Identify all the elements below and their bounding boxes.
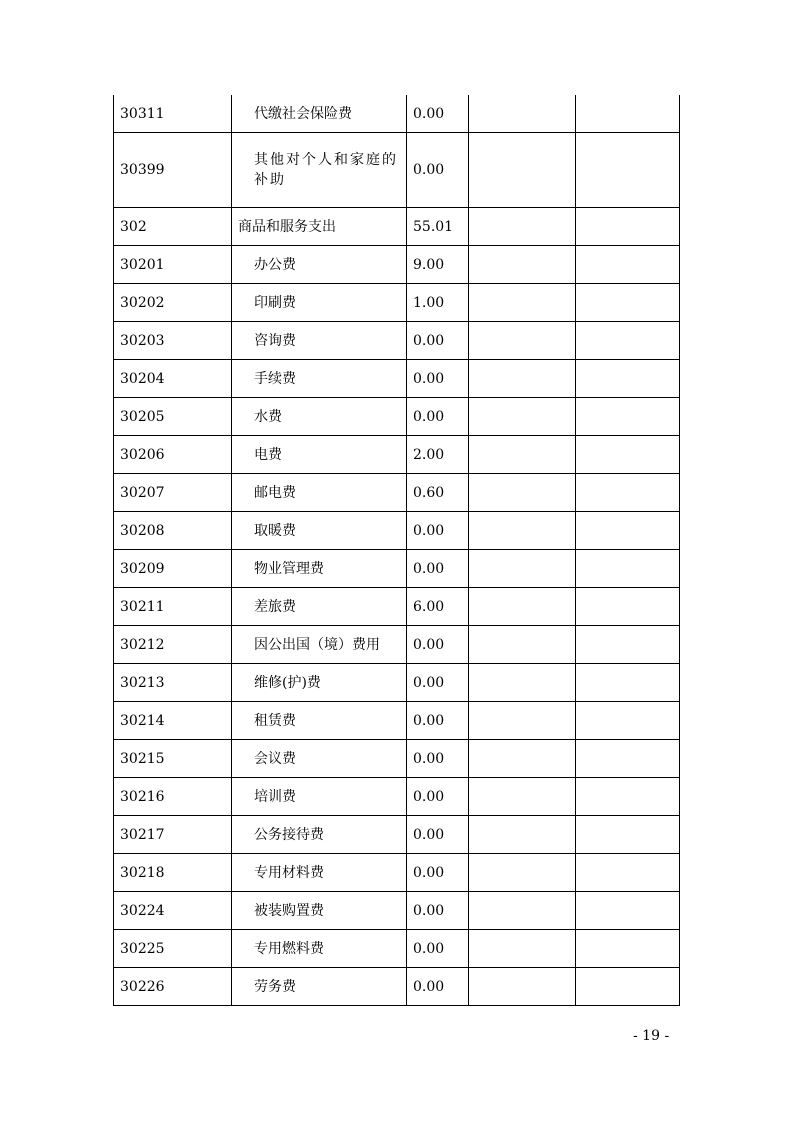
subject-name-cell xyxy=(232,740,407,778)
subject-name: 代缴社会保险费 xyxy=(254,105,352,122)
expenditure-table-section xyxy=(113,95,679,1006)
subject-code-cell: 30226 xyxy=(114,968,232,1006)
amount-cell: 0.00 xyxy=(407,512,469,550)
table-row xyxy=(114,322,680,360)
subject-name-cell xyxy=(232,398,407,436)
table-row xyxy=(114,246,680,284)
empty-cell xyxy=(469,588,576,626)
empty-cell xyxy=(576,398,680,436)
table-row xyxy=(114,208,680,246)
empty-cell xyxy=(469,816,576,854)
subject-code-cell: 30207 xyxy=(114,474,232,512)
empty-cell xyxy=(576,246,680,284)
empty-cell xyxy=(469,512,576,550)
subject-name-cell xyxy=(232,968,407,1006)
amount-cell: 1.00 xyxy=(407,284,469,322)
subject-code-cell: 30211 xyxy=(114,588,232,626)
subject-code-cell: 30206 xyxy=(114,436,232,474)
subject-name-cell xyxy=(232,702,407,740)
empty-cell xyxy=(469,930,576,968)
subject-name: 差旅费 xyxy=(254,598,296,615)
empty-cell xyxy=(576,474,680,512)
empty-cell xyxy=(469,95,576,133)
table-row xyxy=(114,474,680,512)
subject-name: 租赁费 xyxy=(254,712,296,729)
empty-cell xyxy=(576,816,680,854)
table-body xyxy=(114,95,680,1006)
empty-cell xyxy=(576,550,680,588)
subject-code-cell: 302 xyxy=(114,208,232,246)
empty-cell xyxy=(469,436,576,474)
subject-name-cell xyxy=(232,664,407,702)
subject-name: 物业管理费 xyxy=(254,560,324,577)
empty-cell xyxy=(469,892,576,930)
subject-name: 被装购置费 xyxy=(254,902,324,919)
table-row xyxy=(114,95,680,133)
subject-code-cell: 30311 xyxy=(114,95,232,133)
subject-name-cell xyxy=(232,474,407,512)
amount-cell: 0.00 xyxy=(407,892,469,930)
amount-cell: 6.00 xyxy=(407,588,469,626)
subject-name-cell xyxy=(232,322,407,360)
empty-cell xyxy=(576,854,680,892)
page-number: - 19 - xyxy=(633,1028,670,1044)
table-row xyxy=(114,626,680,664)
empty-cell xyxy=(576,95,680,133)
amount-cell: 0.00 xyxy=(407,322,469,360)
table-row xyxy=(114,664,680,702)
amount-cell: 0.00 xyxy=(407,626,469,664)
empty-cell xyxy=(469,284,576,322)
subject-name-cell xyxy=(232,588,407,626)
empty-cell xyxy=(469,360,576,398)
empty-cell xyxy=(469,626,576,664)
subject-name: 培训费 xyxy=(254,788,296,805)
empty-cell xyxy=(469,474,576,512)
subject-code-cell: 30201 xyxy=(114,246,232,284)
subject-code-cell: 30202 xyxy=(114,284,232,322)
subject-name-cell xyxy=(232,892,407,930)
subject-name: 其他对个人和家庭的补助 xyxy=(254,152,398,188)
subject-name: 咨询费 xyxy=(254,332,296,349)
empty-cell xyxy=(576,664,680,702)
amount-cell: 0.00 xyxy=(407,854,469,892)
amount-cell: 0.60 xyxy=(407,474,469,512)
subject-name-cell xyxy=(232,854,407,892)
empty-cell xyxy=(469,968,576,1006)
subject-name: 电费 xyxy=(254,446,282,463)
empty-cell xyxy=(469,133,576,208)
subject-name-cell xyxy=(232,246,407,284)
table-row xyxy=(114,398,680,436)
empty-cell xyxy=(469,702,576,740)
subject-code-cell: 30224 xyxy=(114,892,232,930)
subject-name: 劳务费 xyxy=(254,978,296,995)
subject-name: 专用材料费 xyxy=(254,864,324,881)
amount-cell: 0.00 xyxy=(407,816,469,854)
subject-code-cell: 30209 xyxy=(114,550,232,588)
empty-cell xyxy=(469,322,576,360)
table-row xyxy=(114,284,680,322)
subject-name-cell xyxy=(232,436,407,474)
subject-code-cell: 30212 xyxy=(114,626,232,664)
subject-name-cell xyxy=(232,133,407,208)
amount-cell: 0.00 xyxy=(407,968,469,1006)
empty-cell xyxy=(469,208,576,246)
empty-cell xyxy=(576,208,680,246)
subject-name-cell xyxy=(232,95,407,133)
empty-cell xyxy=(576,626,680,664)
amount-cell: 0.00 xyxy=(407,95,469,133)
subject-code-cell: 30216 xyxy=(114,778,232,816)
subject-name: 因公出国（境）费用 xyxy=(254,636,380,653)
table-row xyxy=(114,133,680,208)
amount-cell: 9.00 xyxy=(407,246,469,284)
amount-cell: 0.00 xyxy=(407,133,469,208)
table-row xyxy=(114,892,680,930)
subject-name: 水费 xyxy=(254,408,282,425)
subject-name: 邮电费 xyxy=(254,484,296,501)
subject-code-cell: 30208 xyxy=(114,512,232,550)
subject-name: 办公费 xyxy=(254,256,296,273)
subject-name: 印刷费 xyxy=(254,294,296,311)
amount-cell: 0.00 xyxy=(407,740,469,778)
empty-cell xyxy=(469,778,576,816)
empty-cell xyxy=(469,550,576,588)
empty-cell xyxy=(576,968,680,1006)
empty-cell xyxy=(576,284,680,322)
amount-cell: 0.00 xyxy=(407,398,469,436)
subject-name-cell xyxy=(232,816,407,854)
table-row xyxy=(114,588,680,626)
table-row xyxy=(114,816,680,854)
table-row xyxy=(114,702,680,740)
table-row xyxy=(114,550,680,588)
subject-code-cell: 30225 xyxy=(114,930,232,968)
subject-name: 商品和服务支出 xyxy=(238,218,336,235)
empty-cell xyxy=(469,398,576,436)
subject-name-cell xyxy=(232,778,407,816)
subject-name-cell xyxy=(232,550,407,588)
subject-code-cell: 30218 xyxy=(114,854,232,892)
subject-name-cell xyxy=(232,284,407,322)
empty-cell xyxy=(469,854,576,892)
subject-name-cell xyxy=(232,626,407,664)
subject-code-cell: 30203 xyxy=(114,322,232,360)
subject-name: 维修(护)费 xyxy=(254,674,321,691)
table-row xyxy=(114,740,680,778)
amount-cell: 0.00 xyxy=(407,550,469,588)
empty-cell xyxy=(469,664,576,702)
empty-cell xyxy=(469,246,576,284)
empty-cell xyxy=(576,892,680,930)
subject-code-cell: 30399 xyxy=(114,133,232,208)
subject-name: 取暖费 xyxy=(254,522,296,539)
subject-code-cell: 30204 xyxy=(114,360,232,398)
table-row xyxy=(114,930,680,968)
expenditure-table xyxy=(113,95,680,1006)
amount-cell: 55.01 xyxy=(407,208,469,246)
subject-code-cell: 30213 xyxy=(114,664,232,702)
empty-cell xyxy=(576,740,680,778)
empty-cell xyxy=(469,740,576,778)
amount-cell: 0.00 xyxy=(407,702,469,740)
subject-name: 公务接待费 xyxy=(254,826,324,843)
empty-cell xyxy=(576,702,680,740)
empty-cell xyxy=(576,778,680,816)
empty-cell xyxy=(576,133,680,208)
empty-cell xyxy=(576,930,680,968)
empty-cell xyxy=(576,322,680,360)
amount-cell: 2.00 xyxy=(407,436,469,474)
table-row xyxy=(114,854,680,892)
subject-name: 专用燃料费 xyxy=(254,940,324,957)
subject-name-cell xyxy=(232,208,407,246)
empty-cell xyxy=(576,588,680,626)
empty-cell xyxy=(576,512,680,550)
subject-name-cell xyxy=(232,930,407,968)
table-row xyxy=(114,360,680,398)
empty-cell xyxy=(576,436,680,474)
subject-name-cell xyxy=(232,360,407,398)
table-row xyxy=(114,778,680,816)
table-row xyxy=(114,968,680,1006)
subject-name-cell xyxy=(232,512,407,550)
subject-code-cell: 30215 xyxy=(114,740,232,778)
amount-cell: 0.00 xyxy=(407,778,469,816)
table-row xyxy=(114,436,680,474)
table-row xyxy=(114,512,680,550)
subject-name: 手续费 xyxy=(254,370,296,387)
subject-code-cell: 30214 xyxy=(114,702,232,740)
amount-cell: 0.00 xyxy=(407,930,469,968)
subject-code-cell: 30205 xyxy=(114,398,232,436)
amount-cell: 0.00 xyxy=(407,360,469,398)
empty-cell xyxy=(576,360,680,398)
amount-cell: 0.00 xyxy=(407,664,469,702)
subject-code-cell: 30217 xyxy=(114,816,232,854)
subject-name: 会议费 xyxy=(254,750,296,767)
